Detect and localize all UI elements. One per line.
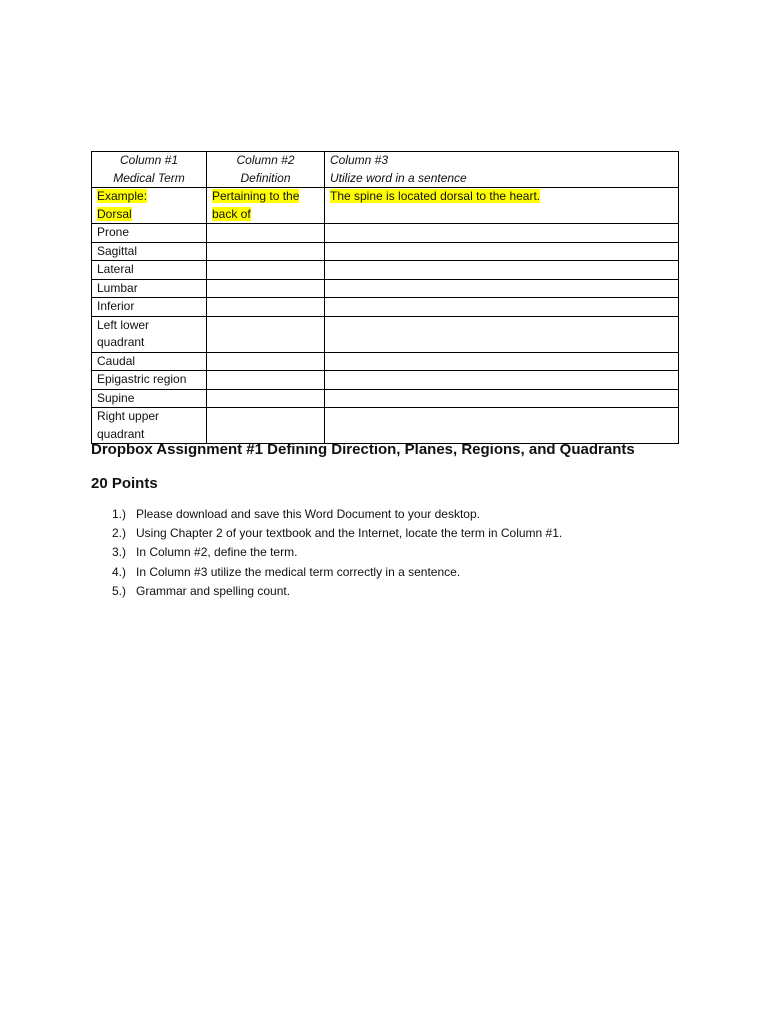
list-item (112, 543, 562, 562)
term-cell (92, 279, 207, 298)
step-text: In Column #3 utilize the medical term correctly in a sentence. (136, 564, 461, 579)
list-item (112, 582, 562, 601)
table-row (92, 316, 679, 352)
term-sagittal: Sagittal (97, 243, 138, 258)
term-cell (92, 371, 207, 390)
term-epigastric-region: Epigastric region (97, 372, 187, 386)
term-lateral: Lateral (97, 262, 134, 276)
step-number: 5.) (112, 583, 127, 598)
definition-cell[interactable] (207, 298, 325, 317)
step-number: 4.) (112, 564, 127, 579)
definition-cell[interactable] (207, 371, 325, 390)
table-row (92, 408, 679, 444)
list-item (112, 524, 562, 543)
header-column-1-label: Medical Term (113, 170, 185, 185)
definition-cell[interactable] (207, 279, 325, 298)
sentence-cell[interactable] (325, 371, 679, 390)
term-caudal: Caudal (97, 353, 136, 368)
header-column-2-label: Definition (240, 170, 291, 185)
definition-cell[interactable] (207, 316, 325, 352)
example-term: Dorsal (97, 206, 132, 221)
sentence-cell[interactable] (325, 261, 679, 280)
table-row (92, 261, 679, 280)
term-cell (92, 298, 207, 317)
term-left-lower-line-2: quadrant (97, 335, 145, 349)
list-item (112, 563, 562, 582)
step-number: 3.) (112, 545, 127, 560)
table-row (92, 371, 679, 390)
header-column-1-number: Column #1 (119, 153, 179, 167)
term-left-lower-line-1: Left lower (97, 317, 150, 332)
term-cell (92, 316, 207, 352)
table-row (92, 279, 679, 298)
definition-cell[interactable] (207, 389, 325, 408)
sentence-cell[interactable] (325, 224, 679, 243)
table-row (92, 242, 679, 261)
header-column-3 (325, 152, 679, 188)
table-row (92, 224, 679, 243)
assignment-title: Dropbox Assignment #1 Defining Direction, Planes, Regions, and Quadrants (91, 441, 635, 458)
header-column-3-number: Column #3 (330, 153, 389, 167)
instructions-list (112, 505, 562, 601)
table-header-row (92, 152, 679, 188)
header-column-2 (207, 152, 325, 188)
sentence-cell[interactable] (325, 352, 679, 371)
step-text: In Column #2, define the term. (136, 545, 298, 560)
points-heading: 20 Points (91, 475, 158, 492)
definition-cell[interactable] (207, 224, 325, 243)
sentence-cell[interactable] (325, 242, 679, 261)
example-term-cell (92, 188, 207, 224)
term-cell (92, 352, 207, 371)
step-number: 1.) (112, 507, 127, 521)
definition-cell[interactable] (207, 261, 325, 280)
term-right-upper-line-2: quadrant (97, 426, 145, 441)
term-prone: Prone (97, 225, 130, 239)
example-sentence-cell (325, 188, 679, 224)
table-row (92, 298, 679, 317)
header-column-3-label: Utilize word in a sentence (330, 170, 467, 185)
medical-terms-table (91, 151, 679, 444)
table-row (92, 352, 679, 371)
example-label: Example: (97, 189, 148, 203)
step-number: 2.) (112, 526, 127, 541)
term-cell (92, 408, 207, 444)
term-cell (92, 242, 207, 261)
term-right-upper-line-1: Right upper (97, 409, 160, 423)
definition-cell[interactable] (207, 242, 325, 261)
sentence-cell[interactable] (325, 389, 679, 408)
header-column-2-number: Column #2 (236, 153, 295, 167)
step-text: Please download and save this Word Document to your desktop. (136, 507, 480, 521)
term-lumbar: Lumbar (97, 280, 138, 295)
definition-cell[interactable] (207, 352, 325, 371)
header-column-1 (92, 152, 207, 188)
term-supine: Supine (97, 390, 135, 405)
example-sentence: The spine is located dorsal to the heart. (330, 189, 541, 203)
example-row (92, 188, 679, 224)
term-cell (92, 389, 207, 408)
example-definition-line-2: back of (212, 206, 251, 221)
definition-cell[interactable] (207, 408, 325, 444)
sentence-cell[interactable] (325, 408, 679, 444)
sentence-cell[interactable] (325, 298, 679, 317)
step-text: Using Chapter 2 of your textbook and the Internet, locate the term in Column #1. (136, 526, 563, 541)
term-cell (92, 261, 207, 280)
step-text: Grammar and spelling count. (136, 583, 291, 598)
example-definition-cell (207, 188, 325, 224)
table-row (92, 389, 679, 408)
example-definition-line-1: Pertaining to the (212, 189, 300, 203)
sentence-cell[interactable] (325, 316, 679, 352)
sentence-cell[interactable] (325, 279, 679, 298)
term-cell (92, 224, 207, 243)
list-item (112, 505, 562, 524)
term-inferior: Inferior (97, 299, 135, 313)
